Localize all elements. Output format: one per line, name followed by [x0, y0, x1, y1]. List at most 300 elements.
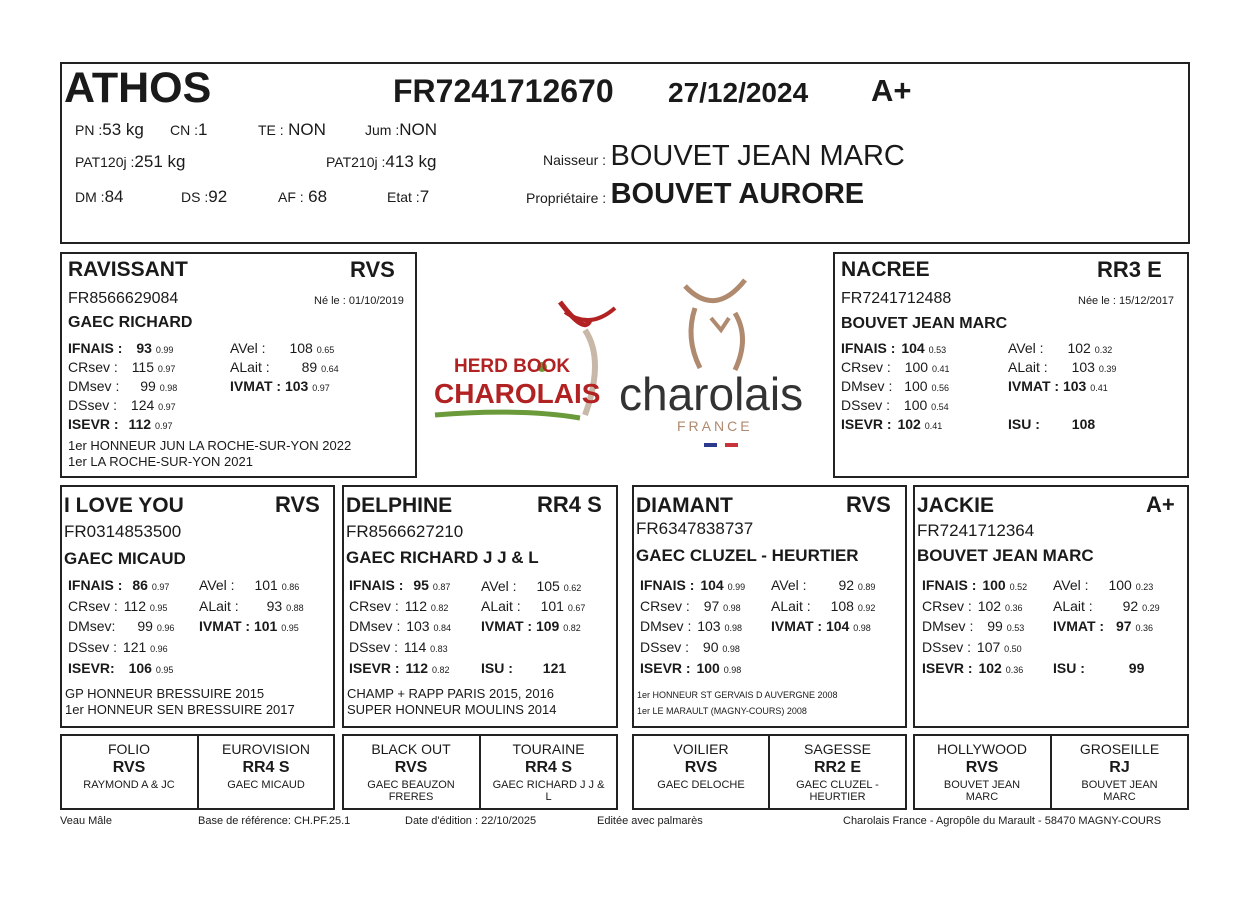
gp-crsev: [349, 598, 448, 614]
animal-name: ATHOS: [64, 64, 212, 112]
gp-id: FR0314853500: [64, 522, 182, 541]
jum-field: [365, 120, 437, 140]
pat120-field: [75, 152, 185, 172]
gp-id: FR8566627210: [346, 522, 464, 541]
dam-class: RR3 E: [1097, 257, 1162, 282]
gp-breeder: GAEC MICAUD: [64, 549, 186, 568]
ggp-class: RVS: [394, 759, 428, 776]
label: ISEVR :: [640, 660, 691, 676]
sire-alait: [230, 359, 339, 375]
underline-shape: [435, 412, 580, 418]
value: 95: [413, 577, 429, 593]
reliability: 0.97: [312, 383, 330, 393]
value: 93: [266, 598, 283, 614]
gp-palmares-1: 1er HONNEUR ST GERVAIS D AUVERGNE 2008: [637, 690, 838, 700]
gp-isevr: [922, 660, 1023, 676]
ggp-class: RR2 E: [813, 759, 862, 776]
reliability: 0.96: [150, 644, 168, 654]
reliability: 0.62: [563, 583, 582, 593]
ds-value: 92: [208, 187, 228, 206]
dam-isu: [1008, 416, 1095, 432]
gp-dssev: [922, 639, 1022, 655]
value: 103: [284, 378, 309, 394]
value: 112: [404, 598, 428, 614]
cn-field: [170, 120, 207, 140]
gp-id: FR7241712364: [917, 521, 1035, 540]
flag-red-bar: [725, 443, 738, 447]
footer-base: Base de référence: CH.PF.25.1: [198, 815, 351, 827]
dam-ifnais: [841, 340, 946, 356]
value: 104: [700, 577, 724, 593]
ggp-name: BLACK OUT: [371, 741, 451, 757]
gp-palmares-2: SUPER HONNEUR MOULINS 2014: [347, 702, 557, 717]
label: DMsev :: [349, 618, 401, 634]
label: DSsev :: [841, 397, 891, 413]
value: 90: [702, 639, 719, 655]
ggp-owner: GAEC DELOCHE: [657, 779, 745, 791]
ggp-class: RJ: [1109, 759, 1130, 776]
gp-crsev: [640, 598, 741, 614]
reliability: 0.88: [286, 603, 304, 613]
label: ISEVR :: [922, 660, 973, 676]
value: 100: [904, 378, 928, 394]
reliability: 0.32: [1094, 345, 1113, 355]
reliability: 0.29: [1142, 603, 1160, 613]
gp-isevr: [349, 660, 449, 676]
ggp-owner: GAEC BEAUZON FRERES: [367, 779, 455, 803]
ggp-cell: [344, 741, 478, 803]
label: ISEVR :: [68, 416, 119, 432]
value: 89: [301, 359, 318, 375]
value: 106: [128, 660, 152, 676]
dam-ivmat: [1008, 378, 1108, 394]
gp-alait: [1053, 598, 1160, 614]
herdbook-top-text: HERD BOOK: [454, 356, 571, 377]
gp-breeder: BOUVET JEAN MARC: [917, 546, 1094, 565]
label: DMsev :: [841, 378, 893, 394]
ggp-owner: GAEC MICAUD: [227, 779, 305, 791]
ggp-name: TOURAINE: [512, 741, 585, 757]
label: CRsev :: [640, 598, 690, 614]
reliability: 0.95: [155, 665, 174, 675]
label: ISU :: [1053, 660, 1085, 676]
reliability: 0.82: [563, 623, 581, 633]
herdbook-bottom-text: CHAROLAIS: [434, 378, 601, 409]
gp-dmsev: [640, 618, 742, 634]
ggp-cell: [199, 741, 333, 791]
reliability: 0.97: [151, 582, 170, 592]
label: ISEVR:: [68, 660, 115, 676]
label: ALait :: [481, 598, 521, 614]
sire-dssev: [68, 397, 176, 413]
gp-isu: [481, 660, 566, 676]
value: 102: [1067, 340, 1091, 356]
gp-palmares-2: 1er LE MARAULT (MAGNY-COURS) 2008: [637, 706, 807, 716]
value: 100: [903, 397, 928, 413]
sire-crsev: [68, 359, 175, 375]
charolais-logo-text: charolais: [619, 368, 804, 420]
reliability: 0.98: [853, 623, 871, 633]
dam-crsev: [841, 359, 949, 375]
ds-field: [181, 187, 227, 207]
label: CRsev :: [68, 598, 118, 614]
reliability: 0.87: [432, 582, 451, 592]
dam-alait: [1008, 359, 1116, 375]
reliability: 0.36: [1135, 623, 1153, 633]
value: 112: [405, 660, 429, 676]
value: 101: [540, 598, 564, 614]
label: ALait :: [1053, 598, 1093, 614]
cn-label: CN :: [170, 122, 198, 138]
reliability: 0.56: [931, 383, 950, 393]
label: ISU :: [481, 660, 513, 676]
reliability: 0.92: [857, 603, 876, 613]
cn-value: 1: [198, 120, 208, 139]
dm-label: DM :: [75, 189, 105, 205]
footer-sex: Veau Mâle: [60, 815, 112, 827]
sire-class: RVS: [350, 257, 395, 282]
reliability: 0.82: [431, 665, 450, 675]
gp-isu: [1053, 660, 1144, 676]
value: 108: [289, 340, 313, 356]
value: 104: [901, 340, 925, 356]
reliability: 0.41: [931, 364, 950, 374]
reliability: 0.98: [723, 665, 742, 675]
reliability: 0.89: [857, 582, 876, 592]
value: 107: [976, 639, 1001, 655]
label: DMsev:: [68, 618, 116, 634]
gp-dmsev: [922, 618, 1024, 634]
gp-class: RVS: [275, 492, 320, 517]
label: IFNAIS :: [640, 577, 695, 593]
value: 109: [535, 618, 560, 634]
value: 112: [128, 416, 152, 432]
gp-avel: [771, 577, 875, 593]
sire-isevr: [68, 416, 172, 432]
value: 121: [542, 660, 567, 676]
value: 115: [131, 359, 155, 375]
reliability: 0.97: [158, 402, 176, 412]
gp-class: A+: [1146, 492, 1175, 517]
ggp-name: HOLLYWOOD: [937, 741, 1027, 757]
gp-name: DIAMANT: [636, 494, 733, 517]
gp-dssev: [349, 639, 448, 655]
naisseur-value: BOUVET JEAN MARC: [610, 140, 905, 172]
sire-born: Né le : 01/10/2019: [314, 295, 404, 307]
naisseur-label: Naisseur :: [543, 152, 607, 168]
etat-field: [387, 187, 429, 207]
value: 103: [406, 618, 430, 634]
gp-crsev: [922, 598, 1022, 614]
label: DSsev :: [640, 639, 690, 655]
animal-id: FR7241712670: [393, 73, 614, 109]
value: 114: [403, 639, 427, 655]
reliability: 0.36: [1004, 603, 1023, 613]
gp-ifnais: [349, 577, 450, 593]
label: AVel :: [1053, 577, 1089, 593]
value: 86: [132, 577, 148, 593]
gp-palmares-1: CHAMP + RAPP PARIS 2015, 2016: [347, 686, 555, 701]
ggp-owner: RAYMOND A & JC: [83, 779, 175, 791]
charolais-head-logo: [675, 278, 765, 378]
dam-isevr: [841, 416, 942, 432]
label: IFNAIS :: [922, 577, 977, 593]
gp-ivmat: [481, 618, 581, 634]
value: 104: [825, 618, 850, 634]
reliability: 0.67: [567, 603, 586, 613]
sire-palmares-2: 1er LA ROCHE-SUR-YON 2021: [68, 454, 253, 469]
footer-address: Charolais France - Agropôle du Marault - 58470 MAGNY-COURS: [843, 815, 1162, 827]
label: ALait :: [771, 598, 811, 614]
ggp-cell: [481, 741, 616, 803]
gp-name: DELPHINE: [346, 494, 453, 517]
gp-isevr: [640, 660, 741, 676]
gp-ifnais: [68, 577, 169, 593]
gp-alait: [199, 598, 304, 614]
label: DSsev :: [922, 639, 972, 655]
value: 105: [536, 578, 560, 594]
ggp-cell: [62, 741, 196, 791]
dam-avel: [1008, 340, 1112, 356]
reliability: 0.95: [149, 603, 168, 613]
pat210-field: [326, 152, 436, 172]
value: 97: [703, 598, 720, 614]
gp-name: JACKIE: [917, 494, 995, 517]
ggp-cell: [634, 741, 768, 791]
value: 92: [838, 577, 855, 593]
gp-avel: [1053, 577, 1153, 593]
etat-label: Etat :: [387, 189, 420, 205]
value: 103: [1062, 378, 1087, 394]
label: AVel :: [199, 577, 235, 593]
ggp-name: FOLIO: [107, 741, 150, 757]
reliability: 0.98: [722, 644, 740, 654]
pat210-value: 413 kg: [385, 152, 437, 171]
reliability: 0.41: [1090, 383, 1108, 393]
gp-ifnais: [922, 577, 1027, 593]
gp-palmares-2: 1er HONNEUR SEN BRESSUIRE 2017: [65, 702, 295, 717]
af-field: [278, 187, 327, 207]
label: CRsev :: [841, 359, 891, 375]
label: ALait :: [230, 359, 270, 375]
value: 108: [830, 598, 854, 614]
ggp-cell: [770, 741, 905, 803]
dam-id: FR7241712488: [841, 290, 952, 307]
reliability: 0.50: [1004, 644, 1022, 654]
gp-ifnais: [640, 577, 745, 593]
dam-dssev: [841, 397, 949, 413]
value: 103: [1071, 359, 1095, 375]
gp-ivmat: [1053, 618, 1153, 634]
ggp-class: RR4 S: [242, 759, 290, 776]
gp-id: FR6347838737: [636, 519, 754, 538]
label: IVMAT :: [1053, 618, 1105, 634]
naisseur-field: [543, 140, 905, 173]
sire-avel: [230, 340, 334, 356]
ggp-owner: BOUVET JEAN MARC: [1081, 779, 1158, 803]
label: IVMAT :: [1008, 378, 1060, 394]
value: 99: [137, 618, 153, 634]
pat120-value: 251 kg: [134, 152, 186, 171]
gp-class: RR4 S: [537, 492, 602, 517]
af-value: 68: [308, 187, 328, 206]
gp-ivmat: [199, 618, 299, 634]
value: 99: [140, 378, 156, 394]
gp-crsev: [68, 598, 167, 614]
label: DSsev :: [68, 397, 118, 413]
te-label: TE :: [258, 122, 284, 138]
pat120-label: PAT120j :: [75, 154, 135, 170]
label: IFNAIS :: [841, 340, 896, 356]
af-label: AF :: [278, 189, 304, 205]
dm-value: 84: [104, 187, 124, 206]
ggp-name: GROSEILLE: [1079, 741, 1160, 757]
te-field: [258, 120, 326, 140]
dm-field: [75, 187, 123, 207]
gp-dmsev: [68, 618, 174, 634]
label: ALait :: [1008, 359, 1048, 375]
value: 101: [254, 577, 278, 593]
ggp-class: RVS: [684, 759, 718, 776]
label: IVMAT :: [230, 378, 282, 394]
gp-alait: [771, 598, 875, 614]
ggp-class: RVS: [965, 759, 999, 776]
reliability: 0.53: [1006, 623, 1025, 633]
pn-field: [75, 120, 144, 140]
gp-name: I LOVE YOU: [64, 494, 184, 517]
ggp-cell: [1052, 741, 1187, 803]
te-value: NON: [288, 120, 326, 139]
ggp-name: EUROVISION: [222, 741, 310, 757]
animal-date: 27/12/2024: [668, 77, 809, 108]
sire-breeder: GAEC RICHARD: [68, 314, 193, 331]
ggp-name: SAGESSE: [804, 741, 871, 757]
label: CRsev :: [922, 598, 972, 614]
gp-breeder: GAEC CLUZEL - HEURTIER: [636, 546, 859, 565]
label: ALait :: [199, 598, 239, 614]
pn-label: PN :: [75, 122, 103, 138]
reliability: 0.98: [159, 383, 178, 393]
etat-value: 7: [419, 187, 430, 206]
label: ISEVR :: [841, 416, 892, 432]
sire-palmares-1: 1er HONNEUR JUN LA ROCHE-SUR-YON 2022: [68, 438, 352, 453]
value: 102: [977, 598, 1002, 614]
gp-isevr: [68, 660, 173, 676]
ds-label: DS :: [181, 189, 209, 205]
reliability: 0.39: [1098, 364, 1117, 374]
reliability: 0.99: [155, 345, 174, 355]
reliability: 0.96: [156, 623, 175, 633]
reliability: 0.95: [281, 623, 299, 633]
reliability: 0.23: [1135, 582, 1154, 592]
sire-id: FR8566629084: [68, 290, 179, 307]
label: AVel :: [1008, 340, 1044, 356]
reliability: 0.36: [1005, 665, 1024, 675]
sire-ifnais: [68, 340, 173, 356]
gp-alait: [481, 598, 585, 614]
ggp-name: VOILIER: [673, 741, 729, 757]
label: IFNAIS :: [68, 340, 123, 356]
ggp-owner: BOUVET JEAN MARC: [943, 779, 1021, 803]
ggp-class: RR4 S: [524, 759, 573, 776]
reliability: 0.97: [154, 421, 173, 431]
sire-ivmat: [230, 378, 330, 394]
value: 102: [897, 416, 921, 432]
reliability: 0.52: [1009, 582, 1028, 592]
gp-dmsev: [349, 618, 451, 634]
ggp-class: RVS: [112, 759, 146, 776]
gp-dssev: [68, 639, 168, 655]
reliability: 0.84: [433, 623, 452, 633]
reliability: 0.98: [723, 603, 741, 613]
gp-class: RVS: [846, 492, 891, 517]
gp-breeder: GAEC RICHARD J J & L: [346, 548, 539, 567]
label: DMsev :: [68, 378, 120, 394]
label: AVel :: [230, 340, 266, 356]
reliability: 0.97: [157, 364, 176, 374]
label: CRsev :: [68, 359, 118, 375]
footer-palmares: Editée avec palmarès: [597, 815, 703, 827]
label: AVel :: [481, 578, 517, 594]
footer-edition: Date d'édition : 22/10/2025: [405, 815, 537, 827]
gp-avel: [481, 578, 581, 594]
value: 99: [1128, 660, 1145, 676]
reliability: 0.53: [928, 345, 947, 355]
label: DSsev :: [349, 639, 399, 655]
value: 102: [978, 660, 1002, 676]
label: AVel :: [771, 577, 807, 593]
label: DMsev :: [640, 618, 692, 634]
value: 100: [904, 359, 929, 375]
sire-name: RAVISSANT: [68, 258, 188, 281]
charolais-france-text: FRANCE: [677, 418, 753, 434]
ggp-owner: GAEC RICHARD J J & L: [492, 779, 605, 803]
ggp-owner: GAEC CLUZEL - HEURTIER: [796, 779, 879, 803]
proprietaire-field: [526, 178, 864, 211]
label: IVMAT :: [199, 618, 251, 634]
gp-dssev: [640, 639, 740, 655]
value: 100: [696, 660, 720, 676]
reliability: 0.54: [931, 402, 949, 412]
label: IFNAIS :: [349, 577, 404, 593]
label: IVMAT :: [771, 618, 823, 634]
value: 101: [253, 618, 278, 634]
reliability: 0.65: [316, 345, 335, 355]
label: ISEVR :: [349, 660, 400, 676]
gp-palmares-1: GP HONNEUR BRESSUIRE 2015: [65, 686, 265, 701]
animal-grade: A+: [871, 73, 912, 108]
value: 121: [122, 639, 147, 655]
dam-breeder: BOUVET JEAN MARC: [841, 315, 1008, 332]
value: 100: [1108, 577, 1132, 593]
proprietaire-value: BOUVET AURORE: [610, 178, 865, 210]
gp-avel: [199, 577, 299, 593]
reliability: 0.99: [727, 582, 746, 592]
value: 103: [697, 618, 721, 634]
reliability: 0.86: [281, 582, 300, 592]
value: 97: [1115, 618, 1132, 634]
flag-blue-bar: [704, 443, 717, 447]
jum-label: Jum :: [365, 122, 400, 138]
ggp-cell: [915, 741, 1049, 803]
reliability: 0.41: [924, 421, 943, 431]
reliability: 0.83: [430, 644, 448, 654]
reliability: 0.82: [430, 603, 449, 613]
value: 112: [123, 598, 147, 614]
proprietaire-label: Propriétaire :: [526, 190, 607, 206]
label: IFNAIS :: [68, 577, 123, 593]
reliability: 0.98: [724, 623, 743, 633]
